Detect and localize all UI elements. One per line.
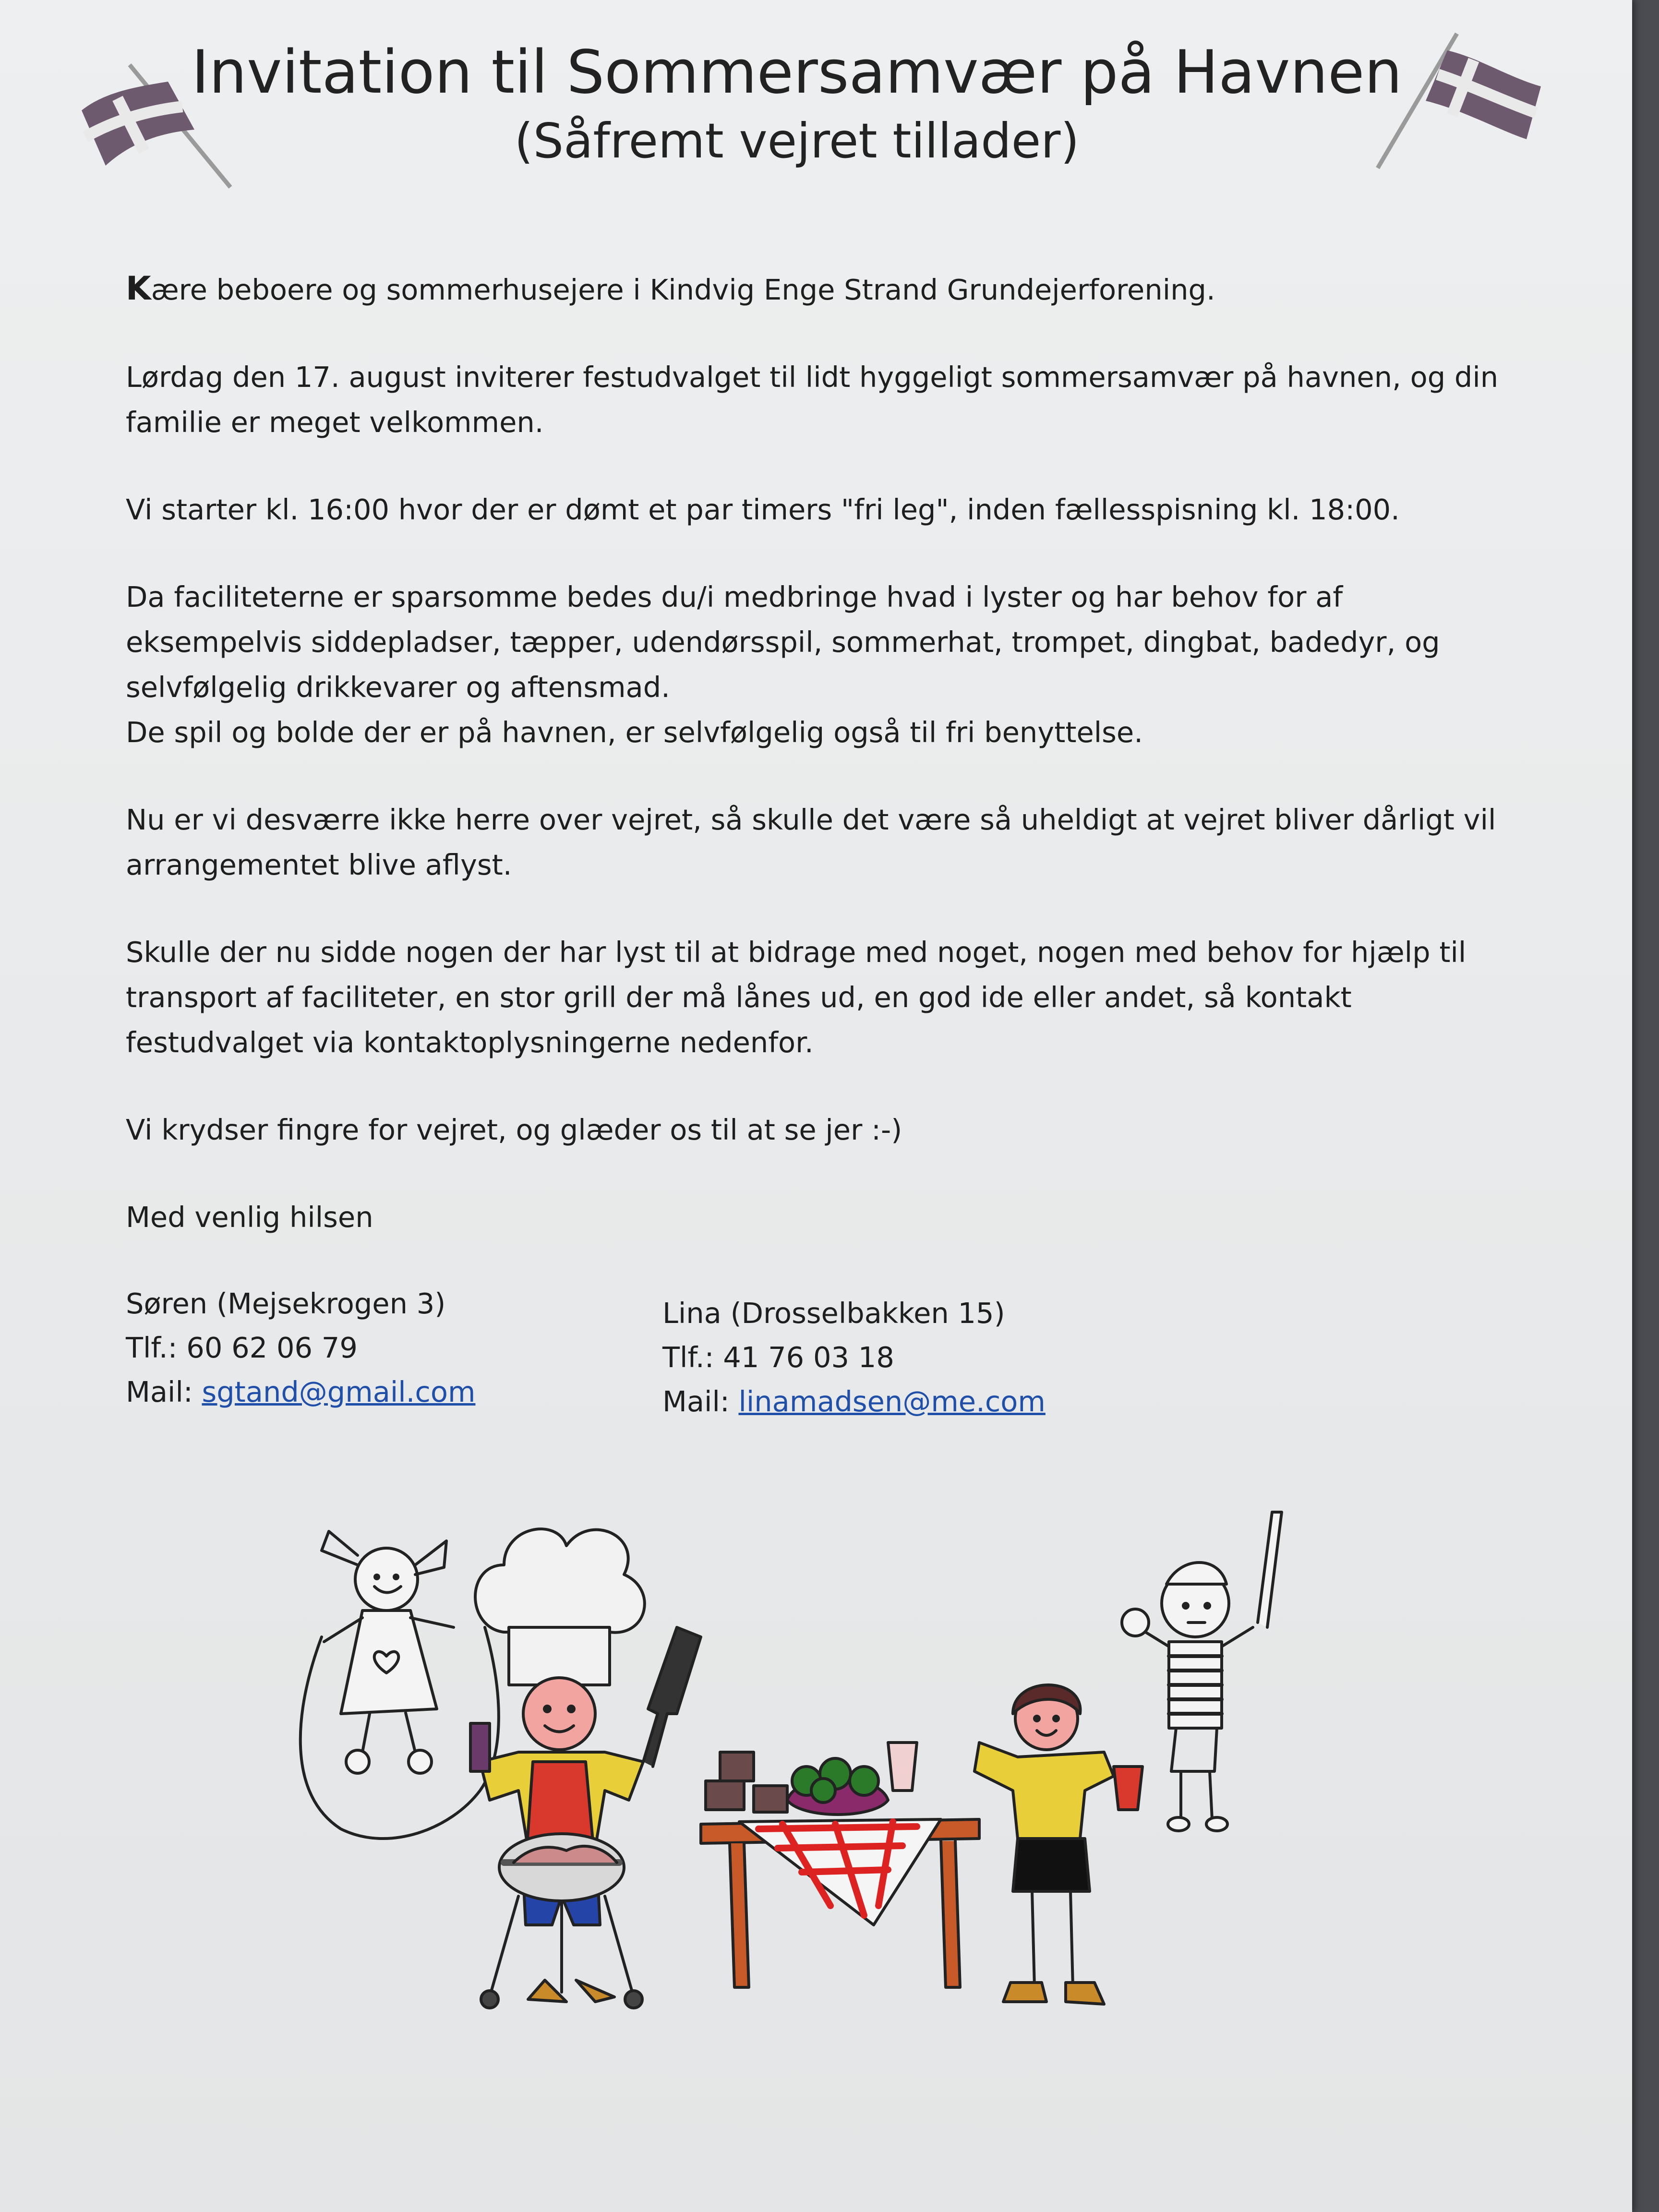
closing: Med venlig hilsen <box>126 1201 373 1234</box>
paragraph-schedule: Vi starter kl. 16:00 hvor der er dømt et par timers "fri leg", inden fællesspisning kl. 18:00. <box>126 493 1400 526</box>
summer-bbq-party-illustration <box>278 1483 1334 2040</box>
paragraph-contribute: Skulle der nu sidde nogen der har lyst til at bidrage med noget, nogen med behov for hjælp til transport af faciliteter, en stor grill der må lånes ud, en god ide eller andet, så kontakt festudvalget via kontaktoplysningerne nedenfor. <box>126 936 1467 1059</box>
page-title: Invitation til Sommersamvær på Havnen <box>191 38 1403 107</box>
contact-mail: Mail: sgtand@gmail.com <box>126 1375 476 1408</box>
phone-number: 60 62 06 79 <box>186 1331 358 1364</box>
picnic-table-icon <box>701 1743 979 1987</box>
greeting-initial: K <box>126 270 151 308</box>
contact-name: Søren (Mejsekrogen 3) <box>126 1287 446 1320</box>
paragraph-games-text: De spil og bolde der er på havnen, er selvfølgelig også til fri benyttelse. <box>126 716 1143 749</box>
boy-with-bat-icon <box>1122 1512 1282 1831</box>
contact-mail: Mail: linamadsen@me.com <box>662 1385 1046 1418</box>
contact-name: Lina (Drosselbakken 15) <box>662 1297 1005 1330</box>
paragraph-invitation: Lørdag den 17. august inviterer festudvalget til lidt hyggeligt sommersamvær på havnen, og din familie er meget velkommen. <box>126 361 1499 439</box>
phone-number: 41 76 03 18 <box>723 1341 894 1374</box>
girl-jump-rope-icon <box>301 1531 499 1839</box>
page-subtitle: (Såfremt vejret tillader) <box>514 113 1080 169</box>
paragraph-weather: Nu er vi desværre ikke herre over vejret, så skulle det være så uheldigt at vejret bliver dårligt vil arrangementet blive aflyst. <box>126 803 1496 881</box>
greeting <box>126 266 1518 313</box>
chef-grilling-icon <box>470 1529 701 2008</box>
paragraph-bring <box>126 575 1518 755</box>
paragraph-fingers-crossed: Vi krydser fingre for vejret, og glæder os til at se jer :-) <box>126 1113 902 1146</box>
contact-phone: Tlf.: 41 76 03 18 <box>662 1341 894 1374</box>
paragraph-bring-text: Da faciliteterne er sparsomme bedes du/i medbringe hvad i lyster og har behov for af eksempelvis siddepladser, tæpper, udendørsspil, sommerhat, trompet, dingbat, badedyr, og selvfølgelig drikkevarer og aftensmad. <box>126 580 1440 704</box>
contact-phone: Tlf.: 60 62 06 79 <box>126 1331 358 1364</box>
greeting-text: ære beboere og sommerhusejere i Kindvig Enge Strand Grundejerforening. <box>151 273 1215 306</box>
letter-body <box>126 266 1518 1282</box>
girl-with-drink-icon <box>974 1685 1142 2004</box>
mail-link[interactable]: sgtand@gmail.com <box>202 1375 476 1408</box>
mail-link[interactable]: linamadsen@me.com <box>738 1385 1046 1418</box>
contact-lina <box>662 1291 1046 1424</box>
contact-soren <box>126 1282 475 1414</box>
